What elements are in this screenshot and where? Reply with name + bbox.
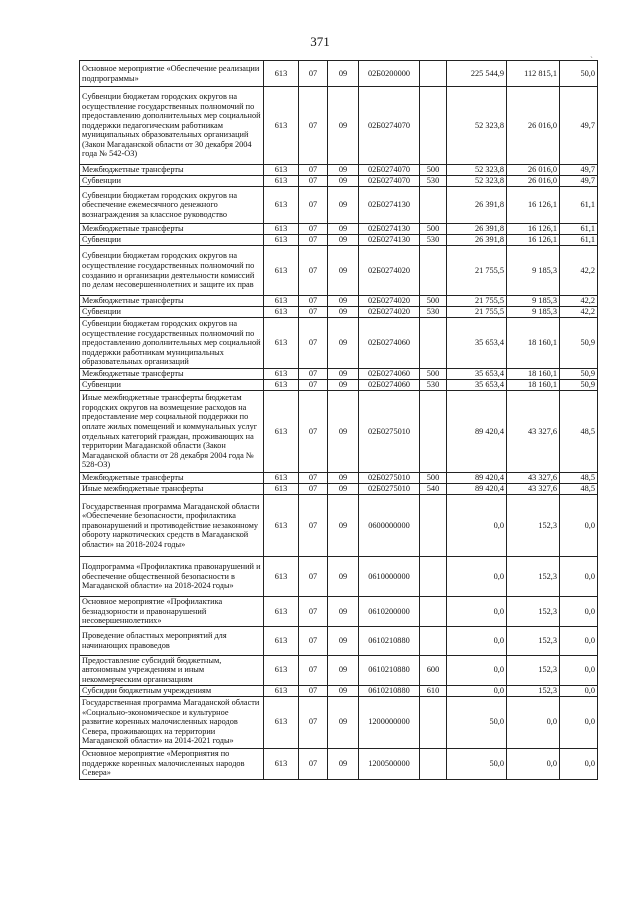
ministry-code: 613	[264, 484, 299, 495]
expense-type-code: 500	[420, 224, 447, 235]
ministry-code: 613	[264, 685, 299, 696]
row-description: Межбюджетные трансферты	[80, 224, 264, 235]
row-description: Субвенции бюджетам городских округов на обеспечение ежемесячного денежного вознаграждения за классное руководство	[80, 187, 264, 224]
plan-amount: 0,0	[447, 685, 507, 696]
subsection-code: 09	[328, 696, 359, 748]
actual-amount: 152,3	[507, 557, 560, 597]
expense-type-code	[420, 61, 447, 87]
execution-percent: 50,9	[560, 318, 598, 369]
subsection-code: 09	[328, 484, 359, 495]
plan-amount: 89 420,4	[447, 473, 507, 484]
execution-percent: 0,0	[560, 748, 598, 779]
subsection-code: 09	[328, 224, 359, 235]
row-description: Основное мероприятие «Профилактика безнадзорности и правонарушений несовершеннолетних»	[80, 597, 264, 627]
expense-type-code	[420, 557, 447, 597]
table-row	[80, 165, 598, 176]
section-code: 07	[299, 391, 328, 473]
execution-percent: 49,7	[560, 165, 598, 176]
plan-amount: 0,0	[447, 495, 507, 557]
expense-type-code: 500	[420, 296, 447, 307]
subsection-code: 09	[328, 748, 359, 779]
ministry-code: 613	[264, 391, 299, 473]
plan-amount: 89 420,4	[447, 391, 507, 473]
ministry-code: 613	[264, 626, 299, 655]
execution-percent: 0,0	[560, 655, 598, 685]
target-article-code: 02Б0274070	[359, 87, 420, 165]
ministry-code: 613	[264, 380, 299, 391]
execution-percent: 48,5	[560, 391, 598, 473]
row-description: Субвенции	[80, 176, 264, 187]
plan-amount: 52 323,8	[447, 165, 507, 176]
actual-amount: 26 016,0	[507, 87, 560, 165]
expense-type-code	[420, 187, 447, 224]
table-row	[80, 685, 598, 696]
section-code: 07	[299, 748, 328, 779]
actual-amount: 43 327,6	[507, 484, 560, 495]
ministry-code: 613	[264, 165, 299, 176]
row-description: Государственная программа Магаданской области «Социально-экономическое и культурное развитие коренных малочисленных народов Севера, проживающих на территории Магаданской области» на 2014-2021 годы»	[80, 696, 264, 748]
plan-amount: 35 653,4	[447, 369, 507, 380]
target-article-code: 02Б0275010	[359, 391, 420, 473]
ministry-code: 613	[264, 473, 299, 484]
subsection-code: 09	[328, 495, 359, 557]
table-row	[80, 187, 598, 224]
target-article-code: 02Б0275010	[359, 484, 420, 495]
expense-type-code: 610	[420, 685, 447, 696]
expense-type-code: 530	[420, 176, 447, 187]
actual-amount: 18 160,1	[507, 318, 560, 369]
table-row	[80, 696, 598, 748]
table-row	[80, 391, 598, 473]
execution-percent: 0,0	[560, 685, 598, 696]
plan-amount: 26 391,8	[447, 235, 507, 246]
expense-type-code	[420, 597, 447, 627]
section-code: 07	[299, 61, 328, 87]
expense-type-code	[420, 318, 447, 369]
subsection-code: 09	[328, 307, 359, 318]
execution-percent: 0,0	[560, 696, 598, 748]
section-code: 07	[299, 473, 328, 484]
section-code: 07	[299, 495, 328, 557]
subsection-code: 09	[328, 655, 359, 685]
actual-amount: 43 327,6	[507, 473, 560, 484]
row-description: Государственная программа Магаданской области «Обеспечение безопасности, профилактика правонарушений и противодействие незаконному обороту наркотических средств в Магаданской области» на 2018-2024 годы»	[80, 495, 264, 557]
row-description: Субвенции бюджетам городских округов на осуществление государственных полномочий по предоставлению дополнительных мер социальной поддержки педагогическим работникам муниципальных образовательных организаций (Закон Магаданской области от 30 декабря 2004 года № 542-ОЗ)	[80, 87, 264, 165]
actual-amount: 9 185,3	[507, 307, 560, 318]
execution-percent: 49,7	[560, 176, 598, 187]
row-description: Предоставление субсидий бюджетным, автономным учреждениям и иным некоммерческим организациям	[80, 655, 264, 685]
row-description: Основное мероприятие «Мероприятия по поддержке коренных малочисленных народов Севера»	[80, 748, 264, 779]
actual-amount: 9 185,3	[507, 296, 560, 307]
plan-amount: 0,0	[447, 655, 507, 685]
subsection-code: 09	[328, 597, 359, 627]
row-description: Проведение областных мероприятий для начинающих правоведов	[80, 626, 264, 655]
plan-amount: 50,0	[447, 748, 507, 779]
ministry-code: 613	[264, 557, 299, 597]
subsection-code: 09	[328, 318, 359, 369]
actual-amount: 16 126,1	[507, 187, 560, 224]
section-code: 07	[299, 307, 328, 318]
target-article-code: 0610000000	[359, 557, 420, 597]
target-article-code: 0610200000	[359, 597, 420, 627]
expense-type-code	[420, 495, 447, 557]
section-code: 07	[299, 369, 328, 380]
row-description: Межбюджетные трансферты	[80, 473, 264, 484]
execution-percent: 50,9	[560, 380, 598, 391]
row-description: Субвенции	[80, 307, 264, 318]
actual-amount: 152,3	[507, 597, 560, 627]
execution-percent: 0,0	[560, 597, 598, 627]
target-article-code: 0600000000	[359, 495, 420, 557]
expense-type-code: 540	[420, 484, 447, 495]
subsection-code: 09	[328, 187, 359, 224]
table-row	[80, 626, 598, 655]
budget-table	[79, 60, 598, 780]
execution-percent: 61,1	[560, 224, 598, 235]
expense-type-code: 530	[420, 380, 447, 391]
expense-type-code: 500	[420, 473, 447, 484]
section-code: 07	[299, 557, 328, 597]
expense-type-code: 600	[420, 655, 447, 685]
expense-type-code: 500	[420, 369, 447, 380]
plan-amount: 52 323,8	[447, 176, 507, 187]
target-article-code: 02Б0274130	[359, 224, 420, 235]
ministry-code: 613	[264, 597, 299, 627]
table-row	[80, 176, 598, 187]
actual-amount: 26 016,0	[507, 176, 560, 187]
actual-amount: 43 327,6	[507, 391, 560, 473]
plan-amount: 35 653,4	[447, 318, 507, 369]
subsection-code: 09	[328, 557, 359, 597]
actual-amount: 18 160,1	[507, 369, 560, 380]
row-description: Межбюджетные трансферты	[80, 296, 264, 307]
target-article-code: 02Б0274070	[359, 165, 420, 176]
row-description: Субсидии бюджетным учреждениям	[80, 685, 264, 696]
execution-percent: 48,5	[560, 473, 598, 484]
expense-type-code	[420, 87, 447, 165]
section-code: 07	[299, 685, 328, 696]
table-row	[80, 296, 598, 307]
subsection-code: 09	[328, 369, 359, 380]
subsection-code: 09	[328, 61, 359, 87]
actual-amount: 152,3	[507, 655, 560, 685]
subsection-code: 09	[328, 176, 359, 187]
plan-amount: 35 653,4	[447, 380, 507, 391]
subsection-code: 09	[328, 685, 359, 696]
section-code: 07	[299, 597, 328, 627]
target-article-code: 1200500000	[359, 748, 420, 779]
ministry-code: 613	[264, 748, 299, 779]
row-description: Основное мероприятие «Обеспечение реализации подпрограммы»	[80, 61, 264, 87]
target-article-code: 02Б0275010	[359, 473, 420, 484]
expense-type-code: 530	[420, 307, 447, 318]
execution-percent: 50,9	[560, 369, 598, 380]
expense-type-code	[420, 391, 447, 473]
budget-table-body	[80, 61, 598, 780]
ministry-code: 613	[264, 307, 299, 318]
actual-amount: 26 016,0	[507, 165, 560, 176]
target-article-code: 0610210880	[359, 685, 420, 696]
ministry-code: 613	[264, 224, 299, 235]
table-row	[80, 380, 598, 391]
ministry-code: 613	[264, 61, 299, 87]
subsection-code: 09	[328, 380, 359, 391]
table-row	[80, 369, 598, 380]
plan-amount: 21 755,5	[447, 246, 507, 296]
expense-type-code	[420, 246, 447, 296]
subsection-code: 09	[328, 473, 359, 484]
table-row	[80, 307, 598, 318]
expense-type-code	[420, 748, 447, 779]
expense-type-code: 500	[420, 165, 447, 176]
ministry-code: 613	[264, 176, 299, 187]
table-row	[80, 655, 598, 685]
actual-amount: 152,3	[507, 626, 560, 655]
plan-amount: 0,0	[447, 557, 507, 597]
table-row	[80, 597, 598, 627]
section-code: 07	[299, 380, 328, 391]
plan-amount: 26 391,8	[447, 187, 507, 224]
section-code: 07	[299, 87, 328, 165]
ministry-code: 613	[264, 696, 299, 748]
actual-amount: 0,0	[507, 696, 560, 748]
execution-percent: 0,0	[560, 495, 598, 557]
ministry-code: 613	[264, 235, 299, 246]
section-code: 07	[299, 224, 328, 235]
scan-margin-mark: ˎ	[590, 48, 593, 58]
section-code: 07	[299, 246, 328, 296]
target-article-code: 02Б0274020	[359, 296, 420, 307]
actual-amount: 152,3	[507, 685, 560, 696]
ministry-code: 613	[264, 369, 299, 380]
execution-percent: 49,7	[560, 87, 598, 165]
target-article-code: 02Б0274060	[359, 380, 420, 391]
subsection-code: 09	[328, 165, 359, 176]
plan-amount: 225 544,9	[447, 61, 507, 87]
subsection-code: 09	[328, 246, 359, 296]
target-article-code: 02Б0274060	[359, 369, 420, 380]
table-row	[80, 235, 598, 246]
expense-type-code	[420, 696, 447, 748]
execution-percent: 61,1	[560, 235, 598, 246]
section-code: 07	[299, 187, 328, 224]
execution-percent: 0,0	[560, 626, 598, 655]
plan-amount: 21 755,5	[447, 307, 507, 318]
actual-amount: 18 160,1	[507, 380, 560, 391]
table-row	[80, 318, 598, 369]
target-article-code: 02Б0274060	[359, 318, 420, 369]
actual-amount: 9 185,3	[507, 246, 560, 296]
execution-percent: 61,1	[560, 187, 598, 224]
plan-amount: 50,0	[447, 696, 507, 748]
actual-amount: 0,0	[507, 748, 560, 779]
target-article-code: 02Б0274130	[359, 235, 420, 246]
section-code: 07	[299, 655, 328, 685]
subsection-code: 09	[328, 296, 359, 307]
section-code: 07	[299, 235, 328, 246]
execution-percent: 50,0	[560, 61, 598, 87]
row-description: Субвенции	[80, 380, 264, 391]
execution-percent: 42,2	[560, 246, 598, 296]
plan-amount: 89 420,4	[447, 484, 507, 495]
table-row	[80, 87, 598, 165]
section-code: 07	[299, 165, 328, 176]
ministry-code: 613	[264, 187, 299, 224]
subsection-code: 09	[328, 87, 359, 165]
subsection-code: 09	[328, 391, 359, 473]
section-code: 07	[299, 696, 328, 748]
actual-amount: 16 126,1	[507, 235, 560, 246]
target-article-code: 0610210880	[359, 655, 420, 685]
section-code: 07	[299, 318, 328, 369]
table-row	[80, 484, 598, 495]
execution-percent: 42,2	[560, 307, 598, 318]
plan-amount: 0,0	[447, 597, 507, 627]
ministry-code: 613	[264, 655, 299, 685]
row-description: Подпрограмма «Профилактика правонарушений и обеспечение общественной безопасности в Магаданской области» на 2018-2024 годы»	[80, 557, 264, 597]
expense-type-code: 530	[420, 235, 447, 246]
table-row	[80, 246, 598, 296]
section-code: 07	[299, 626, 328, 655]
plan-amount: 21 755,5	[447, 296, 507, 307]
plan-amount: 26 391,8	[447, 224, 507, 235]
actual-amount: 152,3	[507, 495, 560, 557]
row-description: Субвенции	[80, 235, 264, 246]
target-article-code: 02Б0200000	[359, 61, 420, 87]
table-row	[80, 473, 598, 484]
row-description: Иные межбюджетные трансферты бюджетам городских округов на возмещение расходов на предоставление мер социальной поддержки по оплате жилых помещений и коммунальных услуг отдельных категорий граждан, проживающих на территории Магаданской области (Закон Магаданской области от 28 декабря 2004 года № 528-ОЗ)	[80, 391, 264, 473]
table-row	[80, 61, 598, 87]
actual-amount: 16 126,1	[507, 224, 560, 235]
section-code: 07	[299, 484, 328, 495]
row-description: Межбюджетные трансферты	[80, 165, 264, 176]
table-row	[80, 748, 598, 779]
ministry-code: 613	[264, 318, 299, 369]
target-article-code: 02Б0274070	[359, 176, 420, 187]
ministry-code: 613	[264, 87, 299, 165]
row-description: Субвенции бюджетам городских округов на осуществление государственных полномочий по предоставлению дополнительных мер социальной поддержки работникам муниципальных образовательных организаций	[80, 318, 264, 369]
plan-amount: 0,0	[447, 626, 507, 655]
table-row	[80, 224, 598, 235]
subsection-code: 09	[328, 235, 359, 246]
expense-type-code	[420, 626, 447, 655]
target-article-code: 0610210880	[359, 626, 420, 655]
section-code: 07	[299, 296, 328, 307]
ministry-code: 613	[264, 246, 299, 296]
ministry-code: 613	[264, 296, 299, 307]
table-row	[80, 495, 598, 557]
target-article-code: 02Б0274130	[359, 187, 420, 224]
execution-percent: 42,2	[560, 296, 598, 307]
row-description: Субвенции бюджетам городских округов на осуществление государственных полномочий по созданию и организации деятельности комиссий по делам несовершеннолетних и защите их прав	[80, 246, 264, 296]
target-article-code: 1200000000	[359, 696, 420, 748]
ministry-code: 613	[264, 495, 299, 557]
page-number: 371	[310, 34, 330, 49]
plan-amount: 52 323,8	[447, 87, 507, 165]
row-description: Иные межбюджетные трансферты	[80, 484, 264, 495]
subsection-code: 09	[328, 626, 359, 655]
target-article-code: 02Б0274020	[359, 246, 420, 296]
execution-percent: 0,0	[560, 557, 598, 597]
execution-percent: 48,5	[560, 484, 598, 495]
row-description: Межбюджетные трансферты	[80, 369, 264, 380]
table-row	[80, 557, 598, 597]
actual-amount: 112 815,1	[507, 61, 560, 87]
section-code: 07	[299, 176, 328, 187]
target-article-code: 02Б0274020	[359, 307, 420, 318]
